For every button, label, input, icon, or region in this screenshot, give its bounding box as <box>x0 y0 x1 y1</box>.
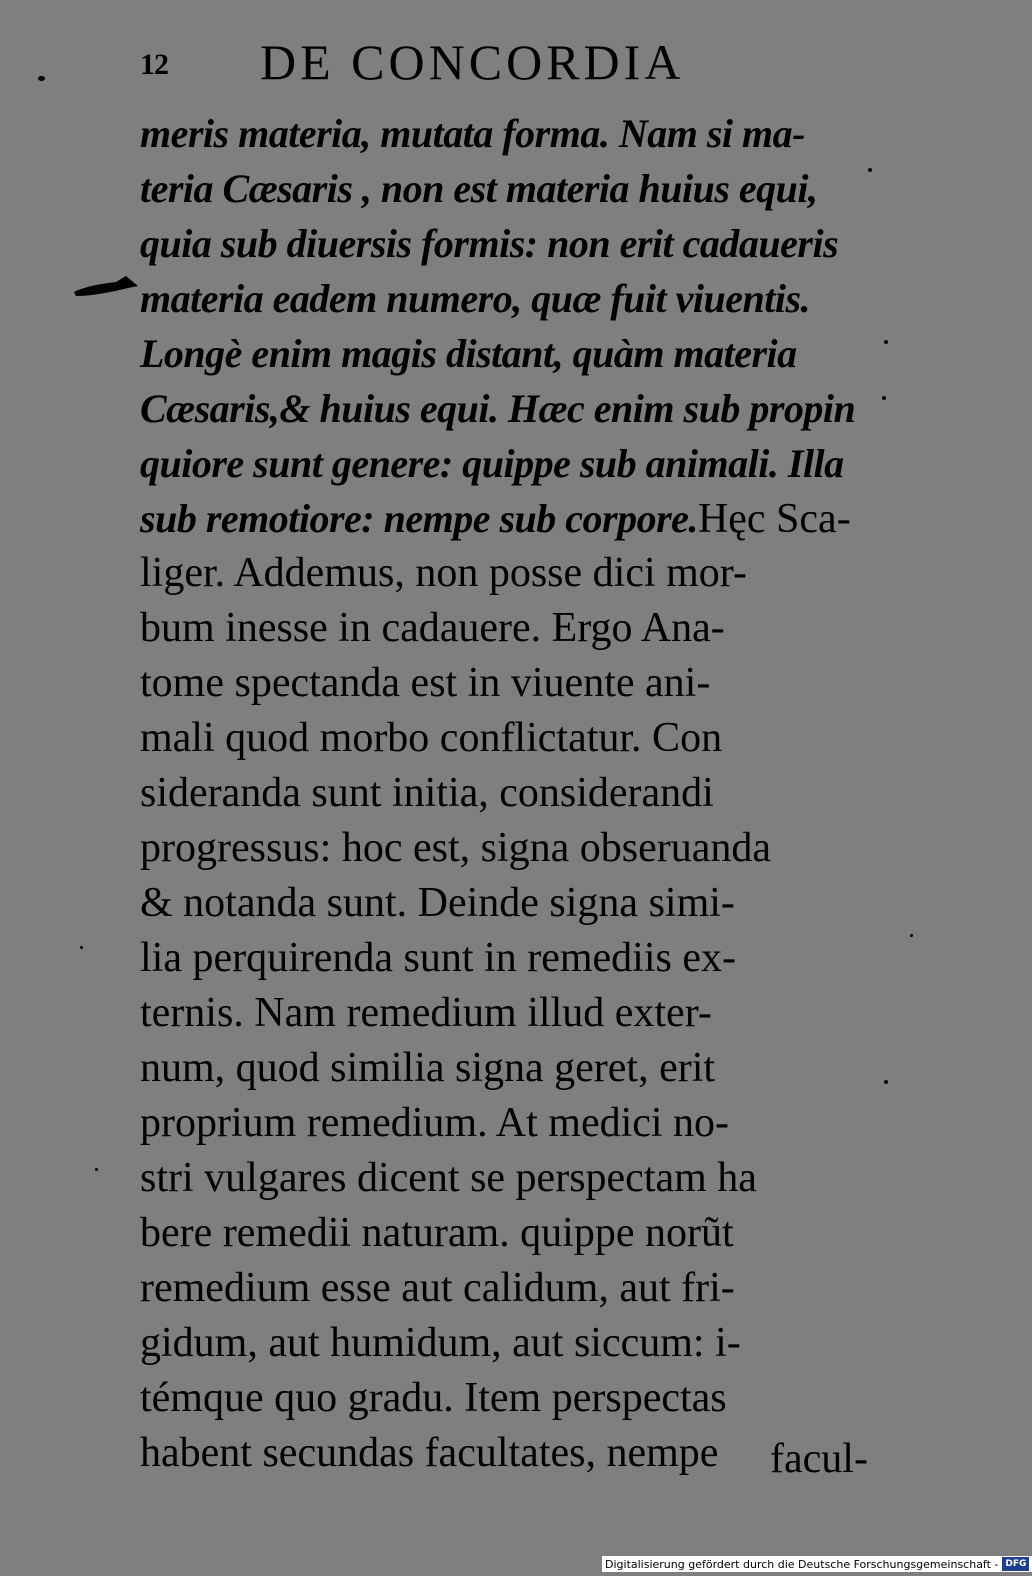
text-line: quiore sunt genere: quippe sub animali. Illa <box>140 441 844 486</box>
credit-text: Digitalisierung gefördert durch die Deutsche Forschungsgemeinschaft - <box>605 1557 999 1571</box>
body-text <box>140 106 870 1481</box>
text-line: & notanda sunt. Deinde signa simi- <box>140 880 735 926</box>
text-line <box>140 491 870 546</box>
text-line: témque quo gradu. Item perspectas <box>140 1375 727 1421</box>
text-line-italic-part: sub remotiore: nempe sub corpore. <box>140 496 698 541</box>
ink-speck <box>882 396 886 400</box>
text-line: stri vulgares dicent se perspectam ha <box>140 1155 757 1201</box>
ink-speck <box>95 1168 98 1171</box>
text-line-roman-part: Hęc Sca- <box>697 496 851 542</box>
text-line: gidum, aut humidum, aut siccum: i- <box>140 1320 741 1366</box>
text-line: bere remedii naturam. quippe norũt <box>140 1210 734 1256</box>
text-line: Cæsaris,& huius equi. Hæc enim sub propin <box>140 386 856 431</box>
text-line: habent secundas facultates, nempe <box>140 1430 719 1476</box>
text-line: tome spectanda est in viuente ani- <box>140 660 711 706</box>
ink-speck <box>38 76 45 81</box>
text-line: mali quod morbo conflictatur. Con <box>140 715 723 761</box>
digitization-credit <box>602 1556 1032 1572</box>
page-header <box>120 22 800 90</box>
page-number: 12 <box>140 48 168 81</box>
text-line: ternis. Nam remedium illud exter- <box>140 990 712 1036</box>
text-line: bum inesse in cadauere. Ergo Ana- <box>140 605 725 651</box>
dfg-logo: DFG <box>1002 1557 1029 1571</box>
running-title: DE CONCORDIA <box>260 34 685 90</box>
text-line: sideranda sunt initia, considerandi <box>140 770 714 816</box>
text-line: num, quod similia signa geret, erit <box>140 1045 716 1091</box>
text-line: meris materia, mutata forma. Nam si ma- <box>140 111 805 156</box>
text-line: materia eadem numero, quæ fuit viuentis. <box>140 276 811 321</box>
ink-speck <box>884 1080 888 1084</box>
ink-speck <box>868 168 872 172</box>
text-line: teria Cæsaris , non est materia huius equi, <box>140 166 818 211</box>
text-line: progressus: hoc est, signa obseruanda <box>140 825 772 871</box>
text-line: lia perquirenda sunt in remediis ex- <box>140 935 736 981</box>
ink-speck <box>80 946 83 949</box>
text-line: quia sub diuersis formis: non erit cadaueris <box>140 221 839 266</box>
text-line: proprium remedium. At medici no- <box>140 1100 730 1146</box>
text-line: remedium esse aut calidum, aut fri- <box>140 1265 735 1311</box>
catchword: facul- <box>770 1436 868 1482</box>
text-line: Longè enim magis distant, quàm materia <box>140 331 797 376</box>
text-line: liger. Addemus, non posse dici mor- <box>140 550 747 596</box>
ink-speck <box>884 340 888 344</box>
manicule-mark-icon <box>72 272 142 300</box>
ink-speck <box>910 934 913 937</box>
